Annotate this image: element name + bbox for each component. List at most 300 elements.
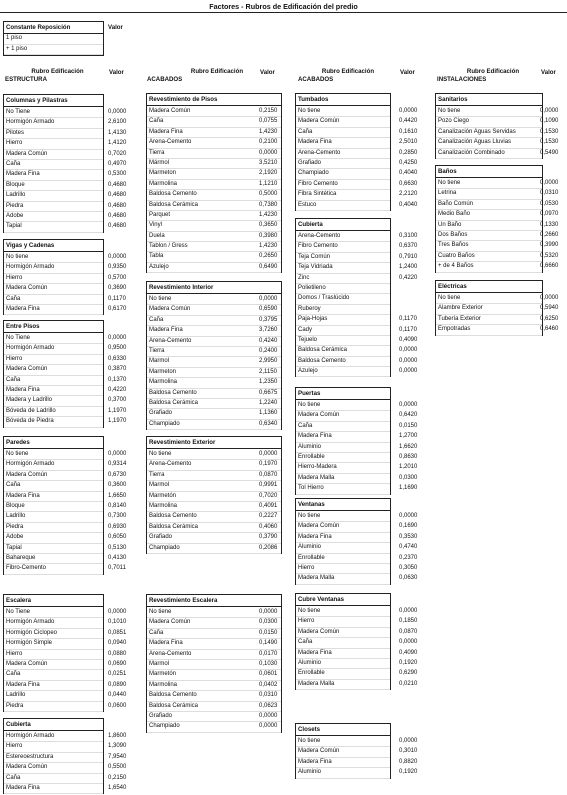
row-value: 0,4680 — [108, 202, 127, 209]
row-value: 0,0000 — [540, 180, 559, 186]
factor-row — [296, 511, 418, 521]
factor-group-table — [435, 165, 559, 273]
column-valor-header: Valor — [109, 69, 124, 76]
title-divider — [0, 12, 567, 13]
row-label: Caña — [147, 116, 281, 127]
row-label: Marmetón — [147, 491, 281, 502]
row-label: Adobe — [4, 211, 103, 222]
row-label: Hierro — [4, 354, 103, 365]
row-label: Madera Fina — [4, 385, 103, 396]
column-header-category: ACABADOS — [147, 76, 183, 83]
row-label: Madera Fina — [296, 757, 390, 768]
row-value: 0,0150 — [399, 422, 418, 429]
factor-group-table — [295, 218, 418, 377]
row-value: 0,0000 — [399, 738, 418, 744]
factor-row — [147, 251, 281, 261]
factor-row — [4, 607, 127, 617]
factor-row — [147, 690, 281, 700]
factor-row — [4, 470, 127, 480]
row-label: Caña — [296, 421, 390, 432]
row-label: Madera Común — [147, 304, 281, 315]
row-value: 0,3010 — [399, 748, 418, 755]
row-value: 1,1970 — [108, 407, 127, 414]
factor-row — [147, 336, 281, 346]
row-label: Caña — [4, 294, 103, 305]
row-label: Canalización Aguas Servidas — [436, 127, 542, 138]
factor-row — [436, 106, 559, 116]
row-value: 0,1920 — [399, 659, 418, 666]
row-label: Aluminio — [296, 658, 390, 669]
factor-group-table — [295, 498, 418, 585]
row-value: 0,4220 — [108, 386, 127, 393]
row-value: 0,0890 — [108, 681, 127, 688]
factor-group-table — [146, 436, 282, 554]
factor-row — [296, 200, 418, 210]
row-label: No tiene — [296, 400, 390, 411]
row-value: 0,4250 — [399, 159, 418, 166]
row-label: Madera Común — [296, 116, 390, 127]
row-label: Hierro — [4, 649, 103, 660]
factor-row — [147, 543, 281, 553]
row-value: 2,1920 — [259, 170, 278, 177]
factor-row — [147, 470, 281, 480]
group-header: Columnas y Pilastras — [4, 95, 103, 107]
row-value: 0,4970 — [108, 160, 127, 167]
row-label: Pilotes — [4, 128, 103, 139]
row-value: 0,6170 — [108, 305, 127, 312]
row-label: Empotradas — [436, 324, 542, 335]
factor-row — [4, 522, 127, 532]
row-value: 0,1970 — [259, 461, 278, 468]
row-value: 0,0000 — [259, 723, 278, 730]
factor-row — [4, 294, 126, 304]
row-label: Caña — [147, 628, 281, 639]
row-label: Piedra — [4, 701, 103, 712]
factor-row — [296, 106, 418, 116]
factor-row — [147, 179, 281, 189]
factor-row — [4, 128, 127, 138]
row-value: 0,2400 — [259, 347, 278, 354]
row-value: 0,0623 — [259, 702, 278, 709]
column-valor-header: Valor — [400, 69, 415, 76]
column-header-title: Rubro Edificación — [190, 68, 244, 75]
row-value: 0,1170 — [399, 316, 417, 323]
factor-row — [4, 563, 126, 573]
factor-row — [147, 346, 281, 356]
row-label: Madera Fina — [4, 304, 103, 315]
row-label: Bloque — [4, 501, 103, 512]
row-label: Madera Malla — [296, 473, 390, 484]
row-label: Fibro Cemento — [296, 241, 390, 252]
row-value: 0,1920 — [399, 769, 418, 776]
row-value: 0,9350 — [108, 264, 127, 271]
row-value: 0,4680 — [108, 192, 127, 199]
row-label: Tierra — [147, 470, 281, 481]
factor-row — [296, 158, 418, 168]
factor-row — [436, 303, 559, 313]
factor-row — [296, 148, 418, 158]
row-label: Marmol — [147, 480, 281, 491]
factor-row — [436, 314, 559, 324]
row-label: Teja Vidriada — [296, 262, 390, 273]
row-value: 0,5940 — [540, 305, 559, 312]
factor-row — [296, 273, 418, 283]
factor-row — [4, 190, 127, 200]
factor-row — [296, 293, 390, 303]
row-value: 0,0000 — [108, 609, 127, 615]
factor-row — [147, 241, 281, 251]
row-label: Parquet — [147, 210, 281, 221]
row-label: No tiene — [436, 106, 542, 117]
row-label: Tierra — [147, 148, 281, 159]
factor-row — [147, 137, 281, 147]
factor-row — [296, 452, 418, 462]
factor-row — [147, 304, 281, 314]
row-label: Caña — [4, 773, 103, 784]
row-value: 0,7020 — [259, 492, 278, 499]
group-header: Paredes — [4, 437, 103, 449]
factor-row — [147, 701, 281, 711]
row-label: Baldosa Cemento — [147, 388, 281, 399]
row-value: 0,0000 — [399, 513, 418, 519]
row-value: 1,6620 — [399, 443, 418, 450]
factor-row — [296, 304, 390, 314]
factor-row — [4, 701, 127, 711]
row-label: Cuatro Baños — [436, 251, 542, 262]
factor-row — [4, 752, 127, 762]
factor-row — [4, 459, 127, 469]
factor-row — [296, 116, 418, 126]
factor-row — [4, 333, 127, 343]
factor-row — [147, 315, 281, 325]
factor-row — [296, 679, 418, 689]
group-header: Revestimiento Interior — [147, 282, 281, 294]
row-label: Caña — [4, 159, 103, 170]
row-label: Madera Común — [4, 762, 103, 773]
factor-row — [296, 325, 417, 335]
row-label: Caña — [4, 480, 103, 491]
row-label: Hormigón Armado — [4, 117, 103, 128]
factor-row — [147, 459, 281, 469]
row-value: 0,8820 — [399, 758, 418, 765]
group-header: Baños — [436, 166, 542, 178]
group-header: Ventanas — [296, 499, 390, 511]
factor-row — [296, 606, 418, 616]
row-label: Aluminio — [296, 542, 390, 553]
row-label: Arena-Cemento — [296, 231, 390, 242]
row-label: Ladrillo — [4, 190, 103, 201]
factor-row — [436, 199, 559, 209]
row-value: 0,4740 — [399, 544, 418, 551]
factor-row — [4, 385, 127, 395]
row-label: Estuco — [296, 200, 390, 211]
row-value: 1,1690 — [399, 485, 418, 492]
row-value: 0,0170 — [259, 650, 278, 657]
factor-group-table — [435, 280, 559, 336]
row-value: 1,2350 — [259, 379, 278, 386]
row-value: 0,5000 — [259, 191, 278, 198]
factor-row — [296, 421, 418, 431]
factor-row — [147, 367, 281, 377]
row-value: 0,1370 — [108, 376, 127, 383]
row-label: Fibro Cemento — [296, 179, 390, 190]
row-label: Arena-Cemento — [296, 148, 390, 159]
row-label: Caña — [4, 669, 103, 680]
row-label: No Tiene — [4, 107, 103, 118]
row-label: Madera Fina — [147, 325, 281, 336]
row-label: Grafiado — [147, 532, 281, 543]
row-value: 1,3090 — [108, 743, 127, 750]
row-label: Bahareque — [4, 553, 103, 564]
row-label: No tiene — [436, 178, 542, 189]
row-value: 0,3530 — [399, 533, 418, 540]
row-value: 0,0530 — [540, 200, 559, 207]
row-label: Piedra — [4, 522, 103, 533]
row-value: 0,2650 — [259, 253, 278, 260]
row-value: 0,1030 — [259, 660, 278, 667]
row-label: Marmeton — [147, 367, 281, 378]
factor-row — [147, 127, 281, 137]
row-label: Baldosa Cerámica — [296, 345, 390, 356]
row-value: 3,7260 — [259, 327, 278, 334]
row-label: No Tiene — [4, 333, 103, 344]
row-value: 0,0000 — [259, 149, 278, 156]
factor-row — [296, 668, 418, 678]
factor-row — [4, 252, 127, 262]
row-label: Duela — [147, 231, 281, 242]
reposicion-valor-header: Valor — [108, 24, 123, 31]
row-label: Pozo Ciego — [436, 116, 542, 127]
factor-group-table — [3, 320, 127, 428]
row-label: Marmetón — [147, 669, 281, 680]
factor-row — [4, 511, 127, 521]
factor-row — [296, 627, 418, 637]
row-label: Madera Común — [4, 659, 103, 670]
row-label: Grafiado — [147, 408, 281, 419]
group-header: Revestimiento Exterior — [147, 437, 281, 449]
row-value: 0,0851 — [108, 629, 127, 636]
factor-row — [436, 251, 559, 261]
factor-row — [147, 680, 281, 690]
row-label: Arena-Cemento — [147, 336, 281, 347]
factor-row — [296, 473, 418, 483]
row-value: 1,4230 — [259, 128, 278, 135]
row-label: Baldosa Cerámica — [147, 200, 281, 211]
factor-row — [147, 649, 281, 659]
factor-row — [4, 659, 127, 669]
factor-row — [147, 200, 281, 210]
row-label: Tres Baños — [436, 240, 542, 251]
factor-group-table — [295, 593, 418, 690]
factor-row — [4, 117, 127, 127]
row-label: Caña — [296, 637, 390, 648]
row-value: 0,0000 — [259, 296, 278, 302]
factor-row — [147, 158, 281, 168]
row-value: 0,3600 — [108, 482, 127, 489]
row-label: Hormigón Ciclopeo — [4, 628, 103, 639]
row-label: No tiene — [296, 736, 390, 747]
factor-row — [4, 741, 127, 751]
factor-row — [296, 179, 418, 189]
factor-row — [296, 573, 418, 583]
row-value: 0,0210 — [399, 680, 418, 687]
row-label: Madera Común — [147, 106, 281, 117]
row-label: Madera Fina — [4, 169, 103, 180]
factor-row — [4, 783, 127, 793]
row-label: Fibro-Cemento — [4, 563, 103, 574]
row-label: Mármol — [147, 158, 281, 169]
row-label: Estereoestructura — [4, 752, 103, 763]
row-value: 0,4090 — [399, 649, 418, 656]
row-value: 0,4240 — [259, 337, 278, 344]
column-header-category: ACABADOS — [298, 76, 334, 83]
factor-row — [147, 669, 281, 679]
factor-row — [436, 127, 559, 137]
row-label: Madera Común — [296, 627, 390, 638]
row-value: 1,1970 — [108, 418, 127, 425]
row-label: Hormigón Armado — [4, 459, 103, 470]
group-header: Cubre Ventanas — [296, 594, 390, 606]
row-value: 0,0000 — [399, 347, 418, 354]
row-value: 0,6050 — [108, 534, 127, 541]
row-label: Letrina — [436, 188, 542, 199]
column-valor-header: Valor — [260, 69, 275, 76]
factor-row — [4, 221, 127, 231]
row-value: 0,6460 — [540, 326, 559, 333]
row-value: 0,0251 — [108, 671, 127, 678]
row-label: Madera Común — [296, 746, 390, 757]
factor-row — [147, 262, 281, 272]
factor-row — [436, 178, 559, 188]
factor-row — [4, 649, 127, 659]
row-label: Madera Común — [4, 283, 103, 294]
row-value: 0,7300 — [108, 513, 127, 520]
row-label: Caña — [147, 315, 281, 326]
column-header-category: INSTALACIONES — [437, 76, 487, 83]
factor-row — [147, 408, 281, 418]
group-header: Revestimiento Escalera — [147, 595, 281, 607]
row-label: Grafiado — [147, 711, 281, 722]
row-value: 0,0000 — [399, 608, 418, 614]
factor-row — [296, 746, 418, 756]
row-label: Madera Común — [296, 521, 390, 532]
row-label: Tablon / Gress — [147, 241, 281, 252]
row-label: No tiene — [296, 606, 390, 617]
row-label: No Tiene — [4, 607, 103, 618]
row-value: 0,4420 — [399, 118, 418, 125]
row-label: Vinyl — [147, 220, 281, 231]
row-label: Tapial — [4, 221, 103, 232]
row-label: Hormigón Armado — [4, 262, 103, 273]
row-label: Hierro — [296, 616, 390, 627]
row-value: 0,2086 — [259, 544, 278, 551]
factor-row — [296, 137, 418, 147]
row-value: 0,0600 — [108, 702, 127, 709]
factor-row — [147, 168, 281, 178]
row-label: Aluminio — [296, 442, 390, 453]
factor-row — [296, 314, 417, 324]
row-label: Champiado — [147, 419, 281, 430]
row-label: Ladrillo — [4, 511, 103, 522]
group-header: Puertas — [296, 388, 390, 400]
factor-row — [4, 364, 127, 374]
row-value: 2,2120 — [399, 191, 418, 198]
row-value: 0,5130 — [108, 544, 127, 551]
row-label: Marmol — [147, 659, 281, 670]
row-label: Caña — [4, 375, 103, 386]
row-label: Baldosa Cemento — [147, 690, 281, 701]
factor-row — [296, 563, 418, 573]
row-value: 1,4130 — [108, 129, 127, 136]
factor-group-table — [146, 281, 282, 430]
factor-row — [147, 607, 281, 617]
factor-row — [296, 345, 418, 355]
row-label: Marmol — [147, 356, 281, 367]
row-label: No tiene — [4, 252, 103, 263]
factor-row — [147, 721, 281, 731]
factor-row — [147, 356, 281, 366]
factor-row — [296, 553, 418, 563]
row-value: 0,5300 — [108, 171, 127, 178]
row-label: No tiene — [436, 293, 542, 304]
row-value: 2,9950 — [259, 358, 278, 365]
row-value: 0,4130 — [108, 554, 127, 561]
row-label: No tiene — [4, 449, 103, 460]
factor-row — [296, 231, 418, 241]
row-label: No tiene — [147, 294, 281, 305]
factor-row — [4, 138, 127, 148]
row-value: 0,3795 — [259, 316, 278, 323]
row-value: 0,6930 — [108, 523, 127, 530]
group-header: Vigas y Cadenas — [4, 240, 103, 252]
row-label: Baldosa Cerámica — [147, 398, 281, 409]
factor-row — [4, 201, 127, 211]
row-label: Teja Común — [296, 252, 390, 263]
row-value: 1,2400 — [399, 264, 418, 271]
factor-row — [147, 638, 281, 648]
factor-row — [296, 241, 418, 251]
factor-row — [4, 149, 127, 159]
row-value: 0,0000 — [259, 609, 278, 615]
row-label: Azulejo — [296, 366, 390, 377]
factor-group-table — [146, 93, 282, 273]
row-value: 0,1010 — [108, 619, 127, 626]
page-title: Factores - Rubros de Edificación del predio — [209, 2, 358, 11]
factor-row — [4, 343, 127, 353]
row-value: 0,2150 — [108, 774, 127, 781]
column-header — [437, 68, 549, 84]
row-label: Marmolina — [147, 179, 281, 190]
row-label: Madera Fina — [4, 680, 103, 691]
group-header: Cubierta — [296, 219, 390, 231]
row-label: Madera Fina — [296, 648, 390, 659]
row-value: 0,1530 — [540, 128, 559, 135]
row-value: 2,6100 — [108, 119, 127, 126]
row-value: 0,2227 — [259, 513, 278, 520]
factor-row — [147, 220, 281, 230]
row-label: Hormigón Armado — [4, 731, 103, 742]
factor-row — [147, 398, 281, 408]
row-value: 0,4090 — [399, 336, 418, 343]
row-value: 0,1170 — [108, 295, 126, 302]
factor-row — [296, 189, 418, 199]
row-value: 0,7910 — [399, 253, 418, 260]
row-value: 0,6420 — [399, 412, 418, 419]
row-label: Enrollable — [296, 553, 390, 564]
row-value: 0,0755 — [259, 118, 278, 125]
row-label: Hormigón Simple — [4, 638, 103, 649]
factor-row — [296, 283, 390, 293]
